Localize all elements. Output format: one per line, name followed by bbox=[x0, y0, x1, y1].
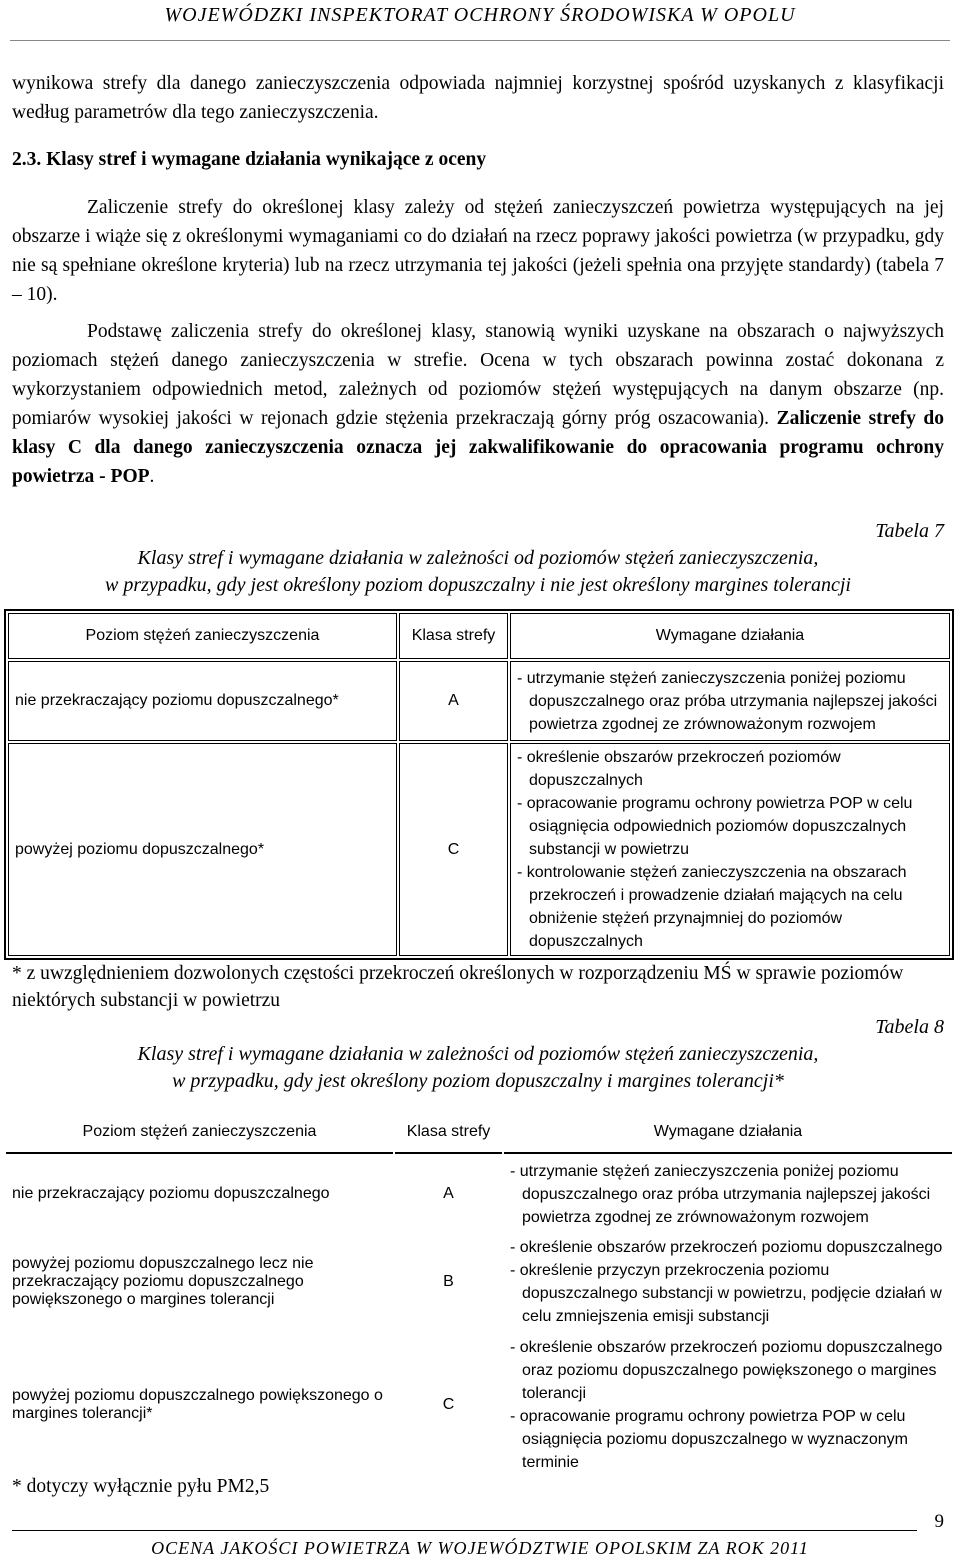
table-row bbox=[6, 1332, 952, 1478]
action-item: - kontrolowanie stężeń zanieczyszczenia na obszarach przekroczeń i prowadzenie działań mających na celu obniżenie stężeń przynajmniej do poziomów dopuszczalnych bbox=[517, 864, 907, 950]
section-heading: 2.3. Klasy stref i wymagane działania wynikające z oceny bbox=[12, 149, 487, 170]
paragraph-basis-text: Podstawę zaliczenia strefy do określonej klasy, stanowią wyniki uzyskane na obszarach o najwyższych poziomach stężeń danego zanieczyszczenia w strefie. Ocena w tych obszarach powinna zostać dokonana z wykorzystaniem odpowiednich metod, zależnych od poziomów stężeń występujących na danym obszarze (np. pomiarów wysokiej jakości w rejonach gdzie stężenia przekraczają górny próg oszacowania). bbox=[12, 321, 944, 429]
table8-row3-level: powyżej poziomu dopuszczalnego powiększonego o margines tolerancji* bbox=[12, 1387, 383, 1422]
table8-row2-class: B bbox=[443, 1273, 454, 1290]
table7-row1-class: A bbox=[399, 661, 508, 741]
table-row bbox=[8, 661, 950, 741]
table7-label: Tabela 7 bbox=[875, 520, 944, 542]
action-item: - określenie obszarów przekroczeń poziomu dopuszczalnego oraz poziomu dopuszczalnego powiększonego o margines tolerancji bbox=[510, 1339, 943, 1402]
table-row bbox=[6, 1156, 952, 1232]
table8-row3-actions bbox=[504, 1332, 952, 1478]
paragraph-basis-end: . bbox=[149, 466, 155, 487]
action-item: - opracowanie programu ochrony powietrza POP w celu osiągnięcia poziomu dopuszczalnego w wyznaczonym terminie bbox=[510, 1408, 908, 1471]
table7-row2-actions bbox=[510, 743, 950, 956]
action-item: - określenie przyczyn przekroczenia poziomu dopuszczalnego substancji w powietrzu, podjęcie działań w celu zmniejszenia emisji substancji bbox=[510, 1262, 942, 1325]
table8-row2-level: powyżej poziomu dopuszczalnego lecz nie przekraczający poziomu dopuszczalnego powiększonego o margines tolerancji bbox=[12, 1255, 314, 1308]
page-number: 9 bbox=[934, 1511, 944, 1532]
table8-label: Tabela 8 bbox=[875, 1016, 944, 1038]
table7-title-line1: Klasy stref i wymagane działania w zależności od poziomów stężeń zanieczyszczenia, bbox=[137, 547, 819, 569]
paragraph-intro: wynikowa strefy dla danego zanieczyszczenia odpowiada najmniej korzystnej spośród uzyskanych z klasyfikacji według parametrów dla tego zanieczyszczenia. bbox=[12, 73, 944, 123]
table7-row2-level: powyżej poziomu dopuszczalnego* bbox=[8, 743, 397, 956]
action-item: - opracowanie programu ochrony powietrza POP w celu osiągnięcia odpowiednich poziomów dopuszczalnych substancji w powietrzu bbox=[517, 795, 913, 858]
table8-row1-actions bbox=[504, 1156, 952, 1232]
page-footer: OCENA JAKOŚCI POWIETRZA W WOJEWÓDZTWIE OPOLSKIM ZA ROK 2011 bbox=[151, 1538, 809, 1558]
table7-header-class: Klasa strefy bbox=[399, 613, 508, 659]
table7-row2-class: C bbox=[399, 743, 508, 956]
table7-header-actions: Wymagane działania bbox=[510, 613, 950, 659]
table7-header-row bbox=[8, 613, 950, 659]
table7 bbox=[4, 609, 954, 960]
table8-header-class: Klasa strefy bbox=[395, 1112, 502, 1154]
paragraph-classification: Zaliczenie strefy do określonej klasy zależy od stężeń zanieczyszczeń powietrza występujących na jej obszarze i wiąże się z określonymi wymaganiami co do działań na rzecz poprawy jakości powietrza (w przypadku, gdy nie są spełniane określone kryteria) lub na rzecz utrzymania tej jakości (jeżeli spełnia ona przyjęte standardy) (tabela 7 – 10). bbox=[12, 197, 944, 305]
table8-title-line2: w przypadku, gdy jest określony poziom dopuszczalny i margines tolerancji* bbox=[172, 1070, 784, 1092]
table7-row1-level: nie przekraczający poziomu dopuszczalnego* bbox=[8, 661, 397, 741]
action-item: - utrzymanie stężeń zanieczyszczenia poniżej poziomu dopuszczalnego oraz próba utrzymania najlepszej jakości powietrza zgodnej ze zrównoważonym rozwojem bbox=[517, 669, 938, 733]
table7-footnote: * z uwzględnieniem dozwolonych częstości przekroczeń określonych w rozporządzeniu MŚ w sprawie poziomów niektórych substancji w powietrzu bbox=[12, 963, 904, 1011]
paragraph-basis bbox=[12, 317, 944, 491]
header-divider bbox=[10, 40, 950, 41]
table8-header-actions: Wymagane działania bbox=[504, 1112, 952, 1154]
table-row bbox=[8, 743, 950, 956]
table8-footnote: * dotyczy wyłącznie pyłu PM2,5 bbox=[12, 1476, 270, 1497]
table7-row1-actions bbox=[510, 661, 950, 741]
table7-caption bbox=[12, 518, 944, 599]
table-row bbox=[6, 1234, 952, 1330]
table8-row2-actions bbox=[504, 1234, 952, 1330]
table8-row1-level: nie przekraczający poziomu dopuszczalnego bbox=[12, 1185, 330, 1202]
table7-title-line2: w przypadku, gdy jest określony poziom dopuszczalny i nie jest określony margines tolerancji bbox=[104, 574, 851, 596]
footer-divider bbox=[12, 1530, 917, 1531]
action-item: - określenie obszarów przekroczeń poziomów dopuszczalnych bbox=[517, 749, 841, 789]
table8-row3-class: C bbox=[442, 1396, 455, 1413]
table8-caption bbox=[12, 1014, 944, 1095]
table8-title-line1: Klasy stref i wymagane działania w zależności od poziomów stężeń zanieczyszczenia, bbox=[137, 1043, 819, 1065]
table8-row1-class: A bbox=[443, 1185, 454, 1202]
table7-header-level: Poziom stężeń zanieczyszczenia bbox=[8, 613, 397, 659]
action-item: - utrzymanie stężeń zanieczyszczenia poniżej poziomu dopuszczalnego oraz próba utrzymania najlepszej jakości powietrza zgodnej ze zrównoważonym rozwojem bbox=[510, 1162, 931, 1226]
action-item: - określenie obszarów przekroczeń poziomu dopuszczalnego bbox=[510, 1239, 943, 1256]
table8-header-row bbox=[6, 1112, 952, 1154]
page-header: WOJEWÓDZKI INSPEKTORAT OCHRONY ŚRODOWISKA W OPOLU bbox=[164, 4, 796, 26]
table8 bbox=[4, 1110, 954, 1480]
paragraph-basis-bold: Zaliczenie strefy do klasy C dla danego zanieczyszczenia oznacza jej zakwalifikowanie do opracowania programu ochrony powietrza - POP bbox=[12, 408, 944, 487]
table8-header-level: Poziom stężeń zanieczyszczenia bbox=[6, 1112, 393, 1154]
